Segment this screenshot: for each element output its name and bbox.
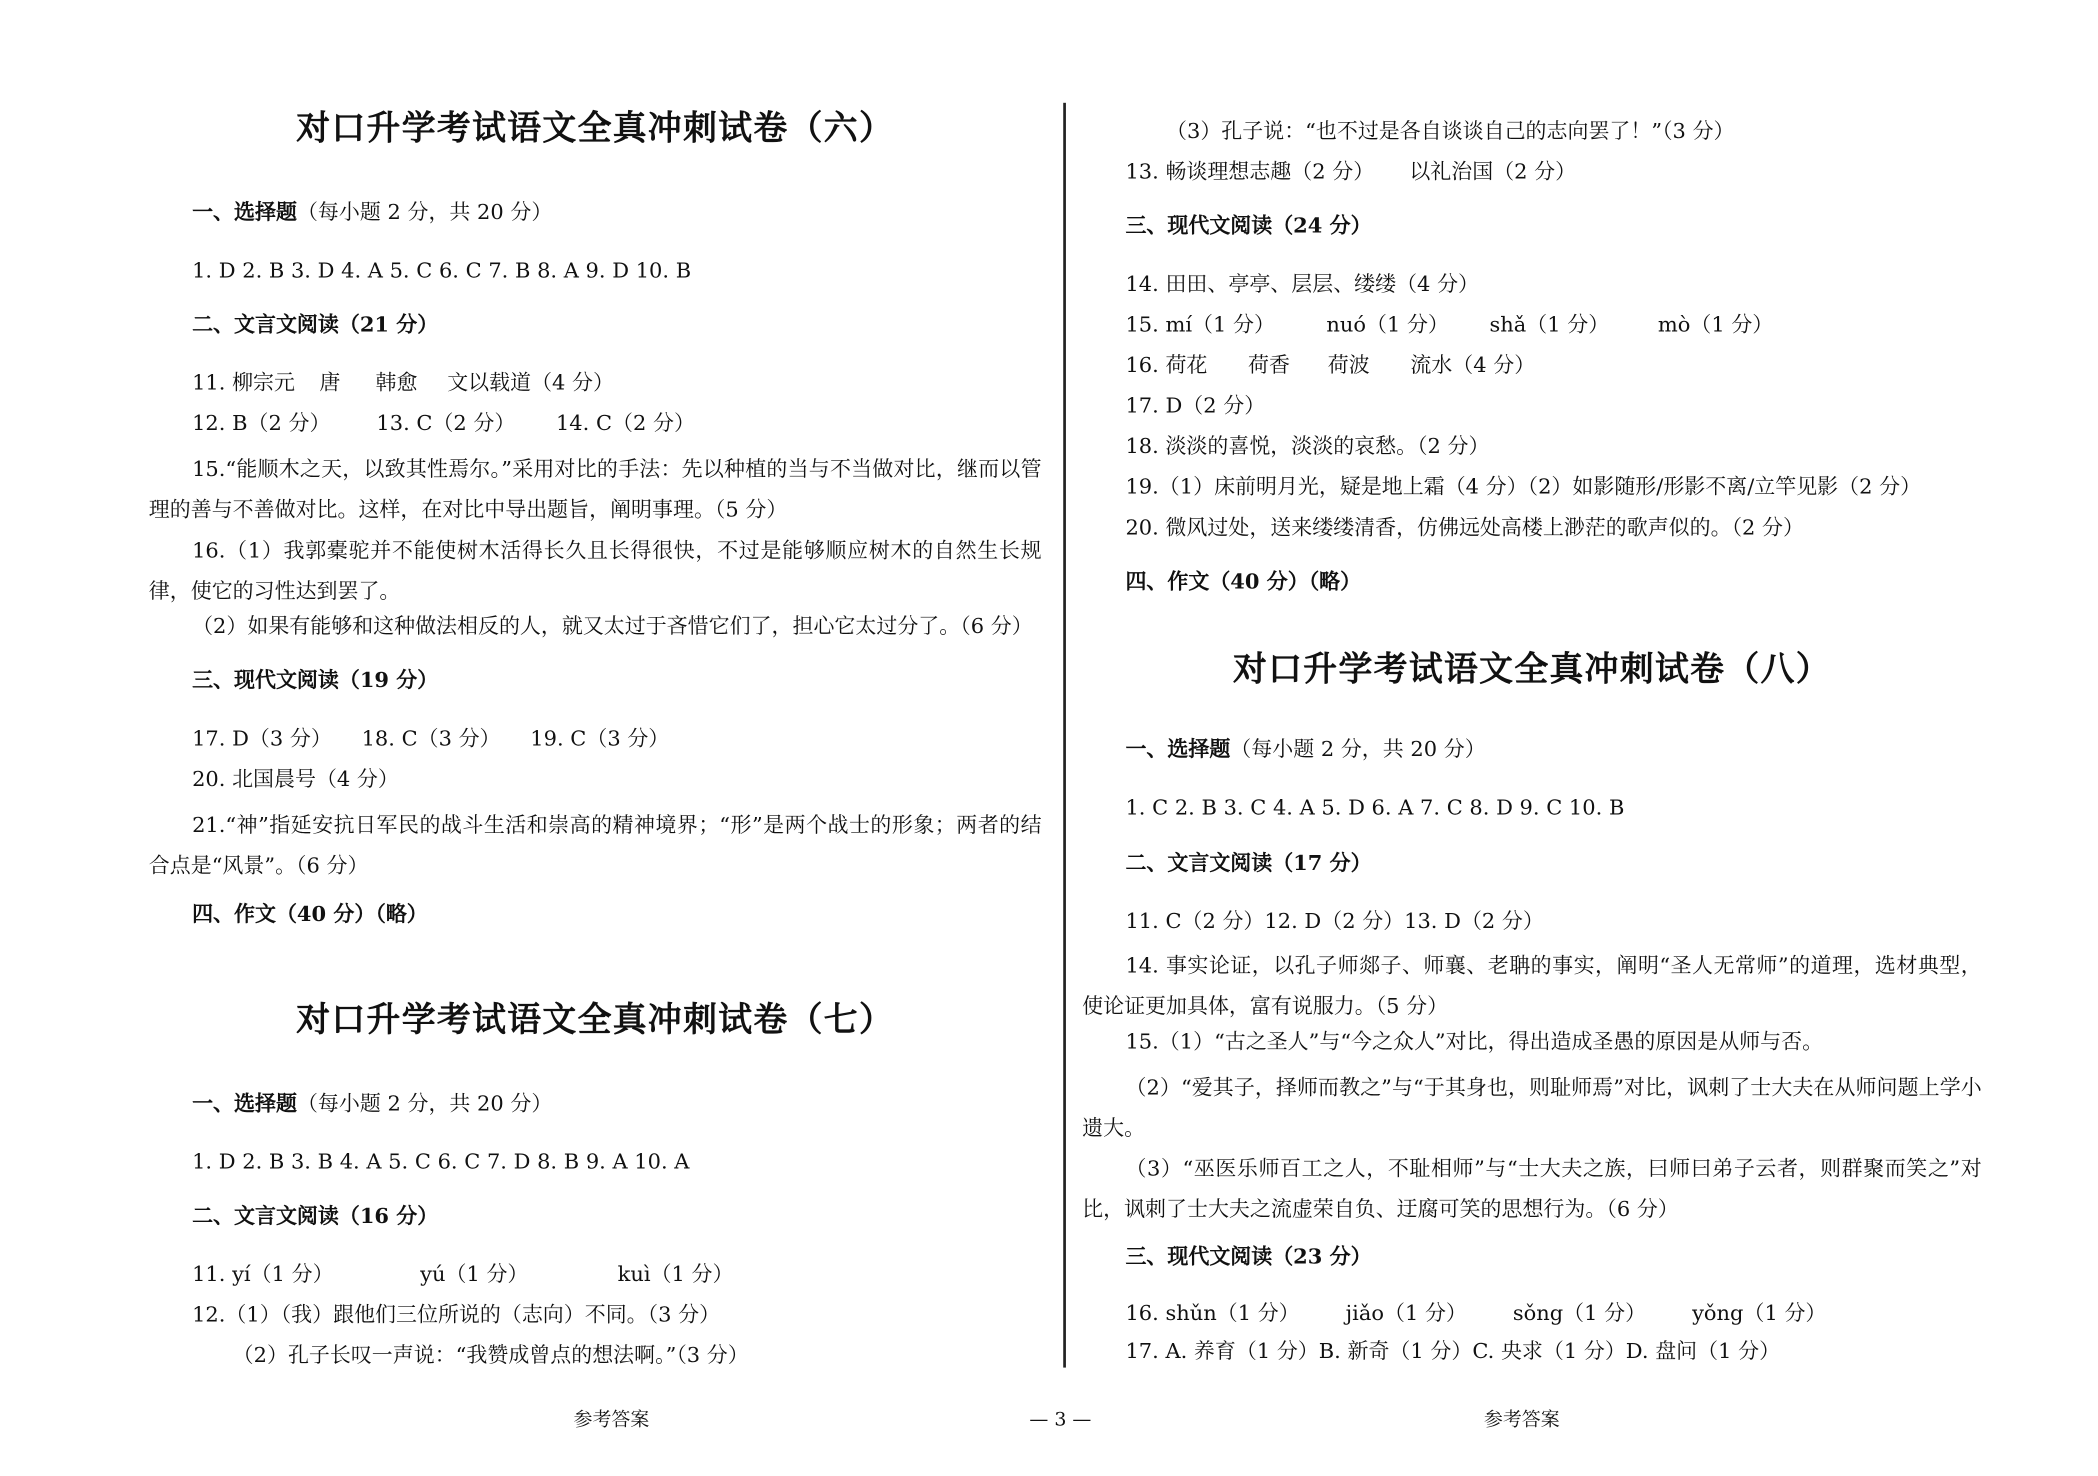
paper6-q21: 21.“神”指延安抗日军民的战斗生活和崇高的精神境界；“形”是两个战士的形象；两者的结合点是“风景”。（6 分） <box>148 812 1042 878</box>
footer-left-label: 参考答案 <box>573 1409 650 1432</box>
paper7-section1-heading: 一、选择题（每小题 2 分，共 20 分） <box>192 1090 553 1116</box>
paper7-q20: 20. 微风过处，送来缕缕清香，仿佛远处高楼上渺茫的歌声似的。（2 分） <box>1125 515 1804 540</box>
paper6-q16-1: 16.（1）我郭橐驼并不能使树木活得长久且长得很快，不过是能够顺应树木的自然生长规律，使它的习性达到罢了。 <box>148 538 1042 604</box>
paper6-section3-heading: 三、现代文阅读（19 分） <box>192 666 439 693</box>
paper7-q11: 11. yí（1 分） yú（1 分） kuì（1 分） <box>192 1262 734 1287</box>
paper7-q18: 18. 淡淡的喜悦，淡淡的哀愁。（2 分） <box>1125 434 1490 459</box>
paper8-q16: 16. shǔn（1 分） jiǎo（1 分） sǒng（1 分） yǒng（1 分） <box>1125 1301 1827 1326</box>
paper6-section1-heading: 一、选择题（每小题 2 分，共 20 分） <box>192 198 553 225</box>
paper8-title: 对口升学考试语文全真冲刺试卷（八） <box>1232 649 1831 689</box>
paper8-q15-1: 15.（1）“古之圣人”与“今之众人”对比，得出造成圣愚的原因是从师与否。 <box>1125 1029 1824 1054</box>
paper8-section1-answers: 1. C 2. B 3. C 4. A 5. D 6. A 7. C 8. D 9. C 10. B <box>1125 795 1625 820</box>
paper8-section2-heading: 二、文言文阅读（17 分） <box>1125 849 1372 876</box>
paper6-q17-19: 17. D（3 分） 18. C（3 分） 19. C（3 分） <box>192 726 670 751</box>
paper7-q17: 17. D（2 分） <box>1125 393 1266 418</box>
paper8-q15-2: （2）“爱其子，择师而教之”与“于其身也，则耻师焉”对比，讽刺了士大夫在从师问题上学小遗大。 <box>1082 1075 1982 1141</box>
paper8-q17: 17. A. 养育（1 分）B. 新奇（1 分）C. 央求（1 分）D. 盘问（1 分） <box>1125 1339 1781 1364</box>
paper8-q14: 14. 事实论证，以孔子师郯子、师襄、老聃的事实，阐明“圣人无常师”的道理，选材典型，使论证更加具体，富有说服力。（5 分） <box>1082 953 1982 1019</box>
paper6-section1-answers: 1. D 2. B 3. D 4. A 5. C 6. C 7. B 8. A 9. D 10. B <box>192 258 692 283</box>
paper7-title: 对口升学考试语文全真冲刺试卷（七） <box>296 999 895 1039</box>
paper8-section1-heading: 一、选择题（每小题 2 分，共 20 分） <box>1125 735 1486 762</box>
paper6-title: 对口升学考试语文全真冲刺试卷（六） <box>296 108 895 148</box>
paper7-q13: 13. 畅谈理想志趣（2 分） 以礼治国（2 分） <box>1125 159 1577 184</box>
paper6-q16-2: （2）如果有能够和这种做法相反的人，就又太过于吝惜它们了，担心它太过分了。（6 分） <box>192 614 1033 639</box>
paper7-q15: 15. mí（1 分） nuó（1 分） shǎ（1 分） mò（1 分） <box>1125 312 1774 337</box>
paper7-section1-answers: 1. D 2. B 3. B 4. A 5. C 6. C 7. D 8. B 9. A 10. A <box>192 1149 690 1175</box>
paper7-q12-3: （3）孔子说：“也不过是各自谈谈自己的志向罢了！”（3 分） <box>1166 119 1735 144</box>
paper7-q19: 19.（1）床前明月光，疑是地上霜（4 分）（2）如影随形/形影不离/立竿见影（2 分） <box>1125 474 1922 500</box>
paper8-q15-3: （3）“巫医乐师百工之人，不耻相师”与“士大夫之族，曰师曰弟子云者，则群聚而笑之”对比，讽刺了士大夫之流虚荣自负、迂腐可笑的思想行为。（6 分） <box>1082 1156 1982 1222</box>
paper7-section3-heading: 三、现代文阅读（24 分） <box>1125 212 1372 239</box>
paper6-q15: 15.“能顺木之天，以致其性焉尔。”采用对比的手法：先以种植的当与不当做对比，继而以管理的善与不善做对比。这样，在对比中导出题旨，阐明事理。（5 分） <box>148 457 1042 523</box>
page-number: — 3 — <box>1029 1409 1092 1432</box>
paper7-q12-1: 12.（1）（我）跟他们三位所说的（志向）不同。（3 分） <box>192 1302 721 1327</box>
paper8-section3-heading: 三、现代文阅读（23 分） <box>1125 1243 1372 1269</box>
paper7-q14: 14. 田田、亭亭、层层、缕缕（4 分） <box>1125 271 1480 297</box>
paper6-q12-14: 12. B（2 分） 13. C（2 分） 14. C（2 分） <box>192 411 695 436</box>
paper7-q12-2: （2）孔子长叹一声说：“我赞成曾点的想法啊。”（3 分） <box>232 1343 749 1368</box>
paper6-section2-heading: 二、文言文阅读（21 分） <box>192 311 439 337</box>
paper6-section4-heading: 四、作文（40 分）（略） <box>192 900 428 927</box>
paper7-section2-heading: 二、文言文阅读（16 分） <box>192 1202 439 1229</box>
column-divider <box>1063 103 1065 1368</box>
paper7-q16: 16. 荷花 荷香 荷波 流水（4 分） <box>1125 353 1536 378</box>
paper6-q20: 20. 北国晨号（4 分） <box>192 766 399 792</box>
paper8-q11-13: 11. C（2 分）12. D（2 分）13. D（2 分） <box>1125 909 1544 934</box>
paper6-q11: 11. 柳宗元 唐 韩愈 文以载道（4 分） <box>192 370 614 395</box>
paper7-section4-heading: 四、作文（40 分）（略） <box>1125 568 1362 594</box>
footer-right-label: 参考答案 <box>1483 1409 1560 1432</box>
